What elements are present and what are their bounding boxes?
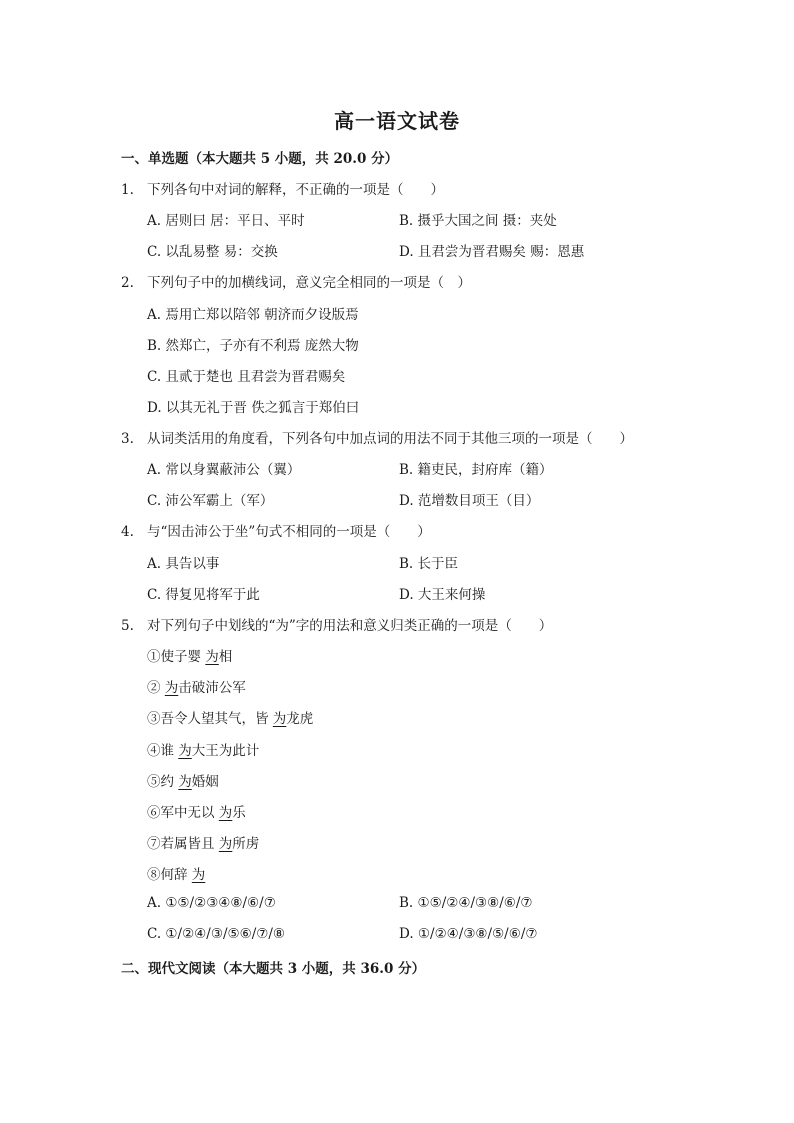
q5-option-d: D. ①/②④/③⑧/⑤/⑥/⑦ <box>399 926 538 942</box>
q5-sentence-4: ④谁 为大王为此计 <box>147 743 260 759</box>
underlined-word: 为 <box>164 680 179 696</box>
q3-option-d: D. 范增数目项王（目） <box>399 493 540 509</box>
underlined-word: 为 <box>218 836 233 852</box>
question-number: 5. <box>121 618 134 634</box>
question-stem: 与“因击沛公于坐”句式不相同的一项是（ ） <box>147 524 431 540</box>
q5-sentence-6: ⑥军中无以 为乐 <box>147 805 246 821</box>
section-heading-single-choice: 一、单选题（本大题共 5 小题，共 20.0 分） <box>121 151 399 167</box>
question-2 <box>121 271 471 291</box>
question-stem: 对下列句子中划线的“为”字的用法和意义归类正确的一项是（ ） <box>147 618 553 634</box>
underlined-word: 为 <box>218 805 233 821</box>
q4-option-c: C. 得复见将军于此 <box>147 587 260 603</box>
q1-option-c: C. 以乱易整 易：交换 <box>147 244 278 260</box>
question-5 <box>121 614 552 634</box>
q3-option-c: C. 沛公军霸上（军） <box>147 493 274 509</box>
q5-option-b: B. ①⑤/②④/③⑧/⑥/⑦ <box>399 895 533 911</box>
q5-sentence-1: ①使子婴 为相 <box>147 649 233 665</box>
q1-option-d: D. 且君尝为晋君赐矣 赐：恩惠 <box>399 244 585 260</box>
underlined-word: 为 <box>205 649 219 665</box>
q5-sentence-8: ⑧何辞 为 <box>147 867 206 883</box>
section-heading-modern-reading: 二、现代文阅读（本大题共 3 小题，共 36.0 分） <box>121 961 426 977</box>
question-number: 3. <box>121 431 134 447</box>
q5-sentence-2: ② 为击破沛公军 <box>147 680 246 696</box>
q5-sentence-7: ⑦若属皆且 为所虏 <box>147 836 260 852</box>
q2-option-a: A. 焉用亡郑以陪邻 朝济而夕设版焉 <box>147 307 359 323</box>
underlined-word: 为 <box>178 774 192 790</box>
question-1 <box>121 178 444 198</box>
q2-option-c: C. 且贰于楚也 且君尝为晋君赐矣 <box>147 369 346 385</box>
question-number: 2. <box>121 275 134 291</box>
underlined-word: 为 <box>191 867 206 883</box>
question-stem: 下列句子中的加横线词，意义完全相同的一项是（ ） <box>147 275 471 291</box>
q4-option-a: A. 具告以事 <box>147 556 220 572</box>
question-stem: 从词类活用的角度看，下列各句中加点词的用法不同于其他三项的一项是（ ） <box>147 431 633 447</box>
underlined-word: 为 <box>178 743 192 759</box>
q2-option-d: D. 以其无礼于晋 佚之狐言于郑伯曰 <box>147 400 360 416</box>
question-number: 4. <box>121 524 134 540</box>
q5-option-c: C. ①/②④/③/⑤⑥/⑦/⑧ <box>147 926 285 942</box>
question-stem: 下列各句中对词的解释，不正确的一项是（ ） <box>147 182 444 198</box>
q1-option-b: B. 摄乎大国之间 摄：夹处 <box>399 213 557 229</box>
q5-sentence-5: ⑤约 为婚姻 <box>147 774 219 790</box>
page-title: 高一语文试卷 <box>334 109 460 133</box>
question-number: 1. <box>121 182 134 198</box>
underlined-word: 为 <box>272 711 287 727</box>
q3-option-b: B. 籍吏民，封府库（籍） <box>399 462 553 478</box>
question-4 <box>121 520 431 540</box>
q1-option-a: A. 居则曰 居：平日、平时 <box>147 213 305 229</box>
q5-option-a: A. ①⑤/②③④⑧/⑥/⑦ <box>147 895 276 911</box>
q4-option-b: B. 长于臣 <box>399 556 459 572</box>
q4-option-d: D. 大王来何操 <box>399 587 486 603</box>
q5-sentence-3: ③吾令人望其气，皆 为龙虎 <box>147 711 314 727</box>
question-3 <box>121 427 633 447</box>
q2-option-b: B. 然郑亡，子亦有不利焉 庞然大物 <box>147 338 359 354</box>
q3-option-a: A. 常以身翼蔽沛公（翼） <box>147 462 301 478</box>
